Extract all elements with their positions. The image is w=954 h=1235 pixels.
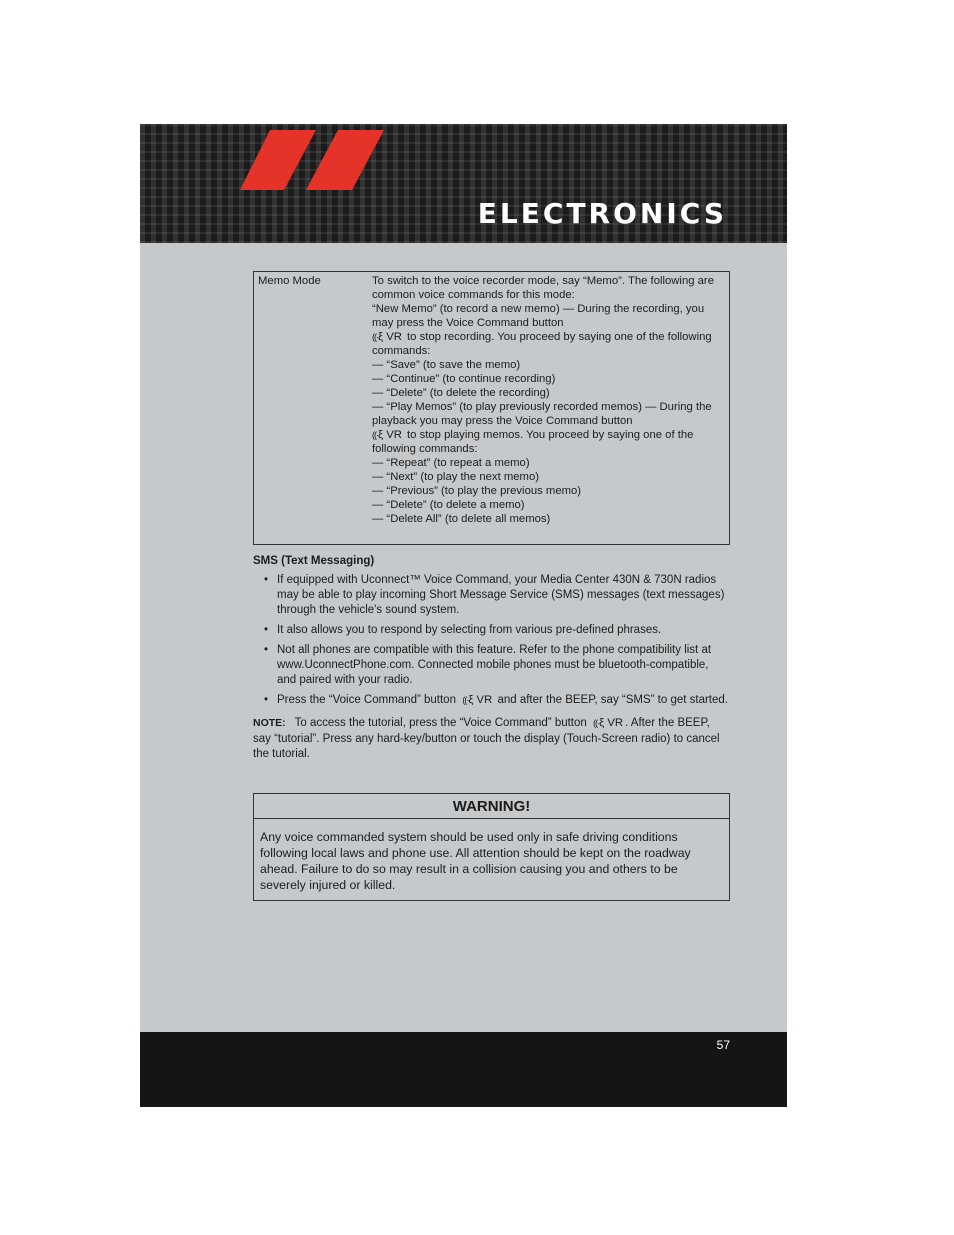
memo-mode-description: [372, 274, 724, 526]
memo-command-next: — “Next” (to play the next memo): [372, 471, 539, 483]
sms-heading: SMS (Text Messaging): [253, 555, 375, 567]
vr-button-icon: ((·ξ VR: [593, 717, 624, 729]
memo-mode-label: Memo Mode: [258, 275, 321, 287]
list-item: • If equipped with Uconnect™ Voice Command, your Media Center 430N & 730N radios may be able to play incoming Short Message Service (SMS) messages (text messages) through the vehicle's sound system.: [264, 574, 725, 616]
section-header: [140, 124, 787, 243]
memo-stop-recording: ((·ξ VR to stop recording. You proceed by saying one of the following commands:: [372, 331, 712, 357]
tutorial-note: NOTE: To access the tutorial, press the “Voice Command” button ((·ξ VR . After the BEEP, say “tutorial”. Press any hard-key/button or touch the display (Touch-Screen radio) to cancel the tutorial.: [253, 717, 720, 760]
list-item: • Not all phones are compatible with this feature. Refer to the phone compatibility list at www.UconnectPhone.com. Connected mobile phones must be bluetooth-compatible, and paired with your radio.: [264, 644, 712, 686]
manual-page: [140, 124, 787, 1107]
vr-button-icon: ((·ξ VR: [462, 694, 493, 706]
memo-intro: To switch to the voice recorder mode, say “Memo”. The following are common voice commands for this mode:: [372, 275, 714, 301]
memo-command-delete-all: — “Delete All” (to delete all memos): [372, 513, 551, 525]
memo-new-memo: “New Memo” (to record a new memo) — During the recording, you may press the Voice Command button: [372, 303, 705, 329]
list-item: • It also allows you to respond by selecting from various pre-defined phrases.: [264, 624, 662, 636]
memo-command-repeat: — “Repeat” (to repeat a memo): [372, 457, 530, 469]
sms-section: [253, 555, 730, 763]
memo-stop-playing: ((·ξ VR to stop playing memos. You proceed by saying one of the following commands:: [372, 429, 694, 455]
memo-command-previous: — “Previous” (to play the previous memo): [372, 485, 582, 497]
vr-button-icon: ((·ξ VR: [372, 429, 402, 441]
warning-text: Any voice commanded system should be used only in safe driving conditions following local laws and phone use. All attention should be kept on the roadway ahead. Failure to do so may result in a collision causing you and others to be severely injured or killed.: [260, 830, 691, 892]
page-number: 57: [716, 1038, 730, 1052]
vr-button-icon: ((·ξ VR: [372, 331, 402, 343]
memo-mode-table: [253, 271, 730, 545]
memo-play-memos: — “Play Memos” (to play previously recorded memos) — During the playback you may press the Voice Command button: [372, 401, 712, 427]
list-item: • Press the “Voice Command” button ((·ξ VR and after the BEEP, say “SMS” to get started.: [264, 694, 728, 706]
memo-command-delete: — “Delete” (to delete the recording): [372, 387, 550, 399]
brand-stripes-logo: [240, 128, 390, 192]
section-title: ELECTRONICS: [477, 197, 727, 230]
warning-title: WARNING!: [254, 794, 729, 819]
page-footer: [140, 1032, 787, 1107]
warning-box: [253, 793, 730, 901]
memo-command-continue: — “Continue” (to continue recording): [372, 373, 556, 385]
sms-bullet-list: [253, 573, 730, 708]
memo-command-save: — “Save” (to save the memo): [372, 359, 521, 371]
note-label: NOTE:: [253, 717, 286, 729]
memo-command-delete-memo: — “Delete” (to delete a memo): [372, 499, 525, 511]
